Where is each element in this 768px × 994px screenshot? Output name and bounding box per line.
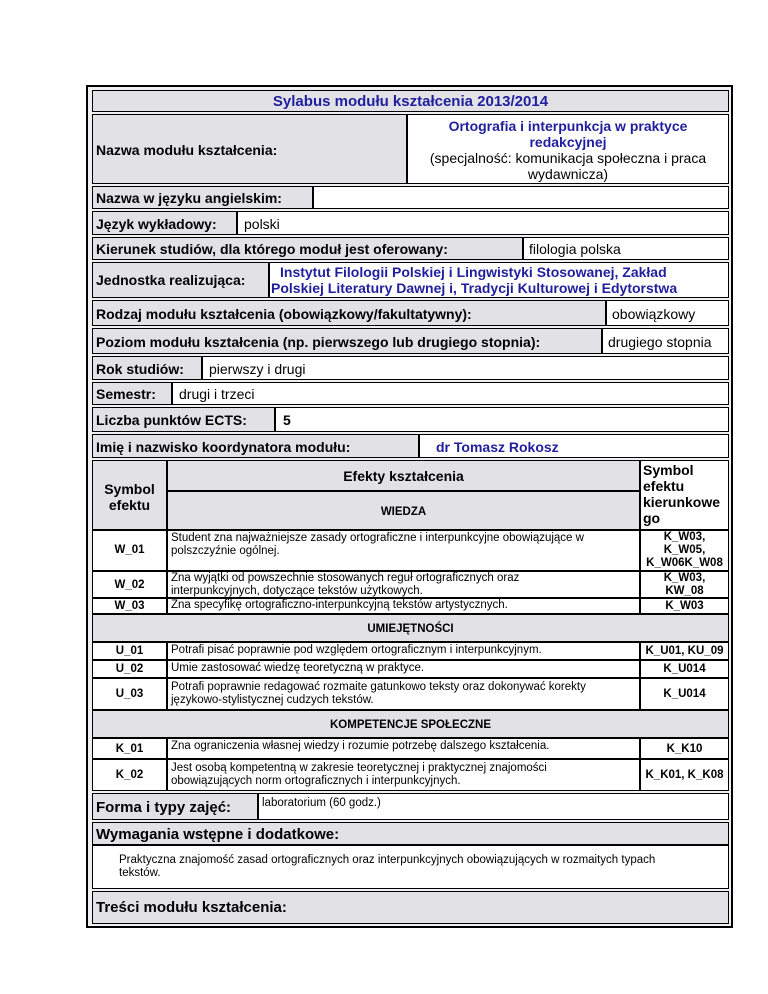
w01-field-line3: K_W06K_W08 — [646, 557, 723, 569]
language-label: Język wykładowy: — [96, 216, 217, 232]
u01-text: Potrafi pisać poprawnie pod względem ortograficznym i interpunkcyjnym. — [171, 644, 542, 656]
module-name-label-box — [92, 114, 407, 184]
k02-line2: obowiązujących norm ortograficznych i interpunkcyjnych. — [171, 775, 461, 787]
requirements-line2: tekstów. — [119, 867, 161, 879]
field-of-study-value-box — [523, 237, 729, 260]
u01-field: K_U01, KU_09 — [645, 645, 724, 657]
u03-symbol-box — [92, 678, 167, 710]
w03-field-box — [640, 598, 729, 614]
coordinator-value: dr Tomasz Rokosz — [436, 439, 559, 455]
coordinator-label: Imię i nazwisko koordynatora modułu: — [96, 439, 351, 455]
u02-text-box — [167, 660, 640, 678]
w03-text: Zna specyfikę ortograficzno-interpunkcyjną tekstów artystycznych. — [171, 599, 508, 611]
w02-symbol: W_02 — [114, 579, 145, 591]
w01-text-box — [167, 530, 640, 571]
unit-label: Jednostka realizująca: — [96, 272, 246, 288]
k02-symbol: K_02 — [115, 769, 144, 781]
english-name-value — [313, 186, 729, 209]
field-of-study-label-box — [92, 237, 523, 260]
module-level-label-box — [92, 328, 602, 354]
module-type-label-box — [92, 300, 606, 326]
requirements-label-box — [92, 822, 729, 845]
unit-value-line1: Instytut Filologii Polskiej i Lingwistyki Stosowanej, Zakład — [280, 264, 667, 280]
k02-field-box — [640, 759, 729, 791]
u02-field: K_U014 — [663, 663, 706, 675]
forms-label: Forma i typy zajęć: — [96, 799, 232, 816]
field-header-line3: kierunkowe — [643, 494, 721, 510]
w03-symbol-box — [92, 598, 167, 614]
module-type-value: obowiązkowy — [612, 306, 696, 322]
k02-text-box — [167, 759, 640, 791]
w02-line1: Zna wyjątki od powszechnie stosowanych reguł ortograficznych oraz — [171, 572, 520, 584]
language-value-box — [237, 211, 729, 235]
umiejetnosci-header: UMIEJĘTNOŚCI — [367, 623, 454, 635]
w01-symbol-box — [92, 530, 167, 571]
symbol-header-box — [92, 460, 167, 530]
module-type-value-box — [606, 300, 729, 326]
w02-symbol-box — [92, 571, 167, 598]
u03-field-box — [640, 678, 729, 710]
english-name-label-box — [92, 186, 313, 209]
semester-value-box — [172, 382, 729, 405]
k02-line1: Jest osobą kompetentną w zakresie teoretycznej i praktycznej znajomości — [171, 762, 547, 774]
contents-label-box — [92, 891, 729, 924]
module-name-value-line1: Ortografia i interpunkcja w praktyce — [448, 118, 688, 134]
module-type-label: Rodzaj modułu kształcenia (obowiązkowy/fakultatywny): — [96, 306, 472, 322]
module-name-note-line1: (specjalność: komunikacja społeczna i praca — [429, 150, 707, 166]
wiedza-header: WIEDZA — [380, 506, 427, 518]
ects-value: 5 — [283, 412, 291, 428]
language-value: polski — [244, 216, 280, 232]
language-label-box — [92, 211, 237, 235]
w01-line1: Student zna najważniejsze zasady ortograficzne i interpunkcyjne obowiązujące w — [171, 532, 584, 544]
semester-label: Semestr: — [96, 386, 156, 402]
symbol-header-line1: Symbol — [104, 481, 155, 497]
coordinator-value-box — [419, 434, 729, 458]
kompetencje-header-box — [92, 710, 729, 738]
k01-symbol-box — [92, 738, 167, 759]
field-header-line4: go — [643, 510, 661, 526]
module-level-value: drugiego stopnia — [608, 334, 712, 350]
study-year-value: pierwszy i drugi — [209, 361, 306, 377]
unit-label-box — [92, 262, 269, 298]
w03-field: K_W03 — [665, 600, 704, 612]
symbol-header-line2: efektu — [108, 497, 151, 513]
kompetencje-header: KOMPETENCJE SPOŁECZNE — [329, 719, 492, 731]
w02-field-line1: K_W03, — [663, 572, 706, 584]
requirements-line1: Praktyczna znajomość zasad ortograficznych oraz interpunkcyjnych obowiązujących w rozmaitych typach — [119, 854, 656, 866]
english-name-label: Nazwa w języku angielskim: — [96, 190, 282, 206]
w01-symbol: W_01 — [114, 544, 145, 556]
unit-value-box — [269, 262, 729, 298]
u02-symbol-box — [92, 660, 167, 678]
semester-label-box — [92, 382, 172, 405]
k01-field: K_K10 — [666, 743, 703, 755]
field-symbol-header-box — [640, 460, 729, 530]
module-name-value-line2: redakcyjnej — [529, 134, 607, 150]
umiejetnosci-header-box — [92, 614, 729, 642]
k02-symbol-box — [92, 759, 167, 791]
k01-symbol: K_01 — [115, 743, 144, 755]
w01-field-line1: K_W03, — [663, 531, 706, 543]
module-name-value-box — [407, 114, 729, 184]
semester-value: drugi i trzeci — [179, 386, 255, 402]
u03-text-box — [167, 678, 640, 710]
forms-value-box — [258, 793, 729, 820]
k01-field-box — [640, 738, 729, 759]
requirements-value-box — [92, 845, 729, 889]
u01-text-box — [167, 642, 640, 660]
study-year-value-box — [202, 356, 729, 380]
module-name-note-line2: wydawnicza) — [527, 166, 609, 182]
page-title: Sylabus modułu kształcenia 2013/2014 — [272, 93, 549, 110]
module-level-label: Poziom modułu kształcenia (np. pierwszego lub drugiego stopnia): — [96, 334, 541, 350]
w01-line2: polszczyźnie ogólnej. — [171, 545, 280, 557]
w01-field-box — [640, 530, 729, 571]
u03-field: K_U014 — [663, 688, 706, 700]
field-header-line1: Symbol — [643, 462, 694, 478]
forms-label-box — [92, 793, 258, 820]
field-of-study-label: Kierunek studiów, dla którego moduł jest oferowany: — [96, 241, 448, 257]
w03-text-box — [167, 598, 640, 614]
u03-line2: językowo-stylistycznej cudzych tekstów. — [171, 694, 374, 706]
field-header-line2: efektu — [643, 478, 685, 494]
w02-field-line2: KW_08 — [665, 585, 704, 597]
requirements-label: Wymagania wstępne i dodatkowe: — [96, 826, 340, 843]
study-year-label: Rok studiów: — [96, 361, 184, 377]
effects-header-box — [167, 460, 640, 491]
forms-value: laboratorium (60 godz.) — [262, 797, 381, 809]
u01-field-box — [640, 642, 729, 660]
u02-text: Umie zastosować wiedzę teoretyczną w praktyce. — [171, 662, 425, 674]
u01-symbol-box — [92, 642, 167, 660]
u02-symbol: U_02 — [115, 663, 144, 675]
u03-symbol: U_03 — [115, 688, 144, 700]
contents-label: Treści modułu kształcenia: — [96, 899, 287, 916]
ects-label: Liczba punktów ECTS: — [96, 412, 247, 428]
u03-line1: Potrafi poprawnie redagować rozmaite gatunkowo teksty oraz dokonywać korekty — [171, 681, 586, 693]
unit-value-line2: Polskiej Literatury Dawnej i, Tradycji Kulturowej i Edytorstwa — [271, 280, 678, 296]
syllabus-sheet — [86, 85, 733, 928]
k01-text: Zna ograniczenia własnej wiedzy i rozumie potrzebę dalszego kształcenia. — [171, 740, 550, 752]
module-name-label: Nazwa modułu kształcenia: — [96, 142, 278, 158]
w02-field-box — [640, 571, 729, 598]
module-level-value-box — [602, 328, 729, 354]
wiedza-header-box — [167, 491, 640, 530]
title-box — [92, 90, 729, 112]
u01-symbol: U_01 — [115, 645, 144, 657]
field-of-study-value: filologia polska — [529, 241, 621, 257]
u02-field-box — [640, 660, 729, 678]
k01-text-box — [167, 738, 640, 759]
w02-line2: interpunkcyjnych, dotyczące tekstów użytkowych. — [171, 585, 423, 597]
ects-value-box — [275, 407, 729, 432]
study-year-label-box — [92, 356, 202, 380]
k02-field: K_K01, K_K08 — [645, 769, 724, 781]
w02-text-box — [167, 571, 640, 598]
w01-field-line2: K_W05, — [663, 544, 706, 556]
w03-symbol: W_03 — [114, 600, 145, 612]
coordinator-label-box — [92, 434, 419, 458]
effects-header: Efekty kształcenia — [343, 468, 464, 484]
ects-label-box — [92, 407, 275, 432]
